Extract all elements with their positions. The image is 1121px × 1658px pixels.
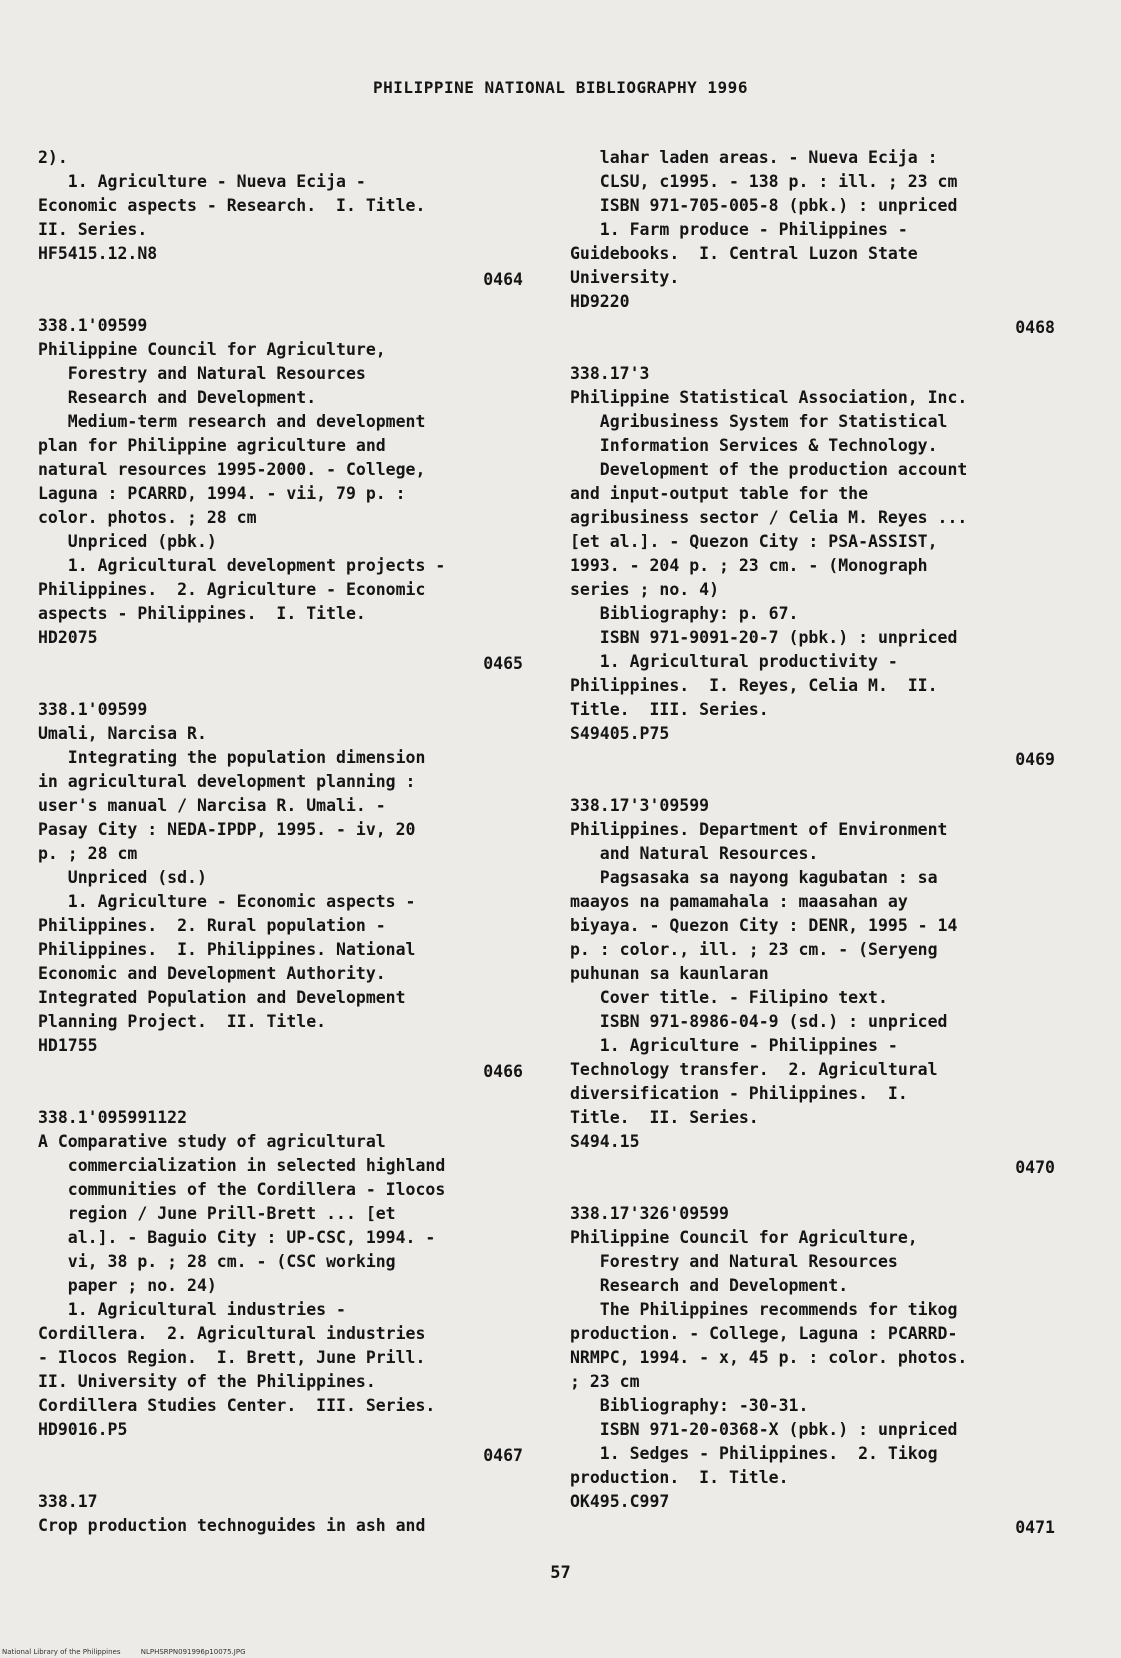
bib-entry [570,772,1055,1180]
entry-line: communities of the Cordillera - Ilocos [38,1180,446,1199]
entry-line: ISBN 971-705-005-8 (pbk.) : unpriced [570,196,958,215]
entry-line: 1993. - 204 p. ; 23 cm. - (Monograph [570,556,928,575]
entry-line: Title. II. Series. [570,1108,759,1127]
entry-line: CLSU, c1995. - 138 p. : ill. ; 23 cm [570,172,958,191]
entry-line: ISBN 971-9091-20-7 (pbk.) : unpriced [570,628,958,647]
entry-line: natural resources 1995-2000. - College, [38,460,426,479]
entry-line: Economic and Development Authority. [38,964,386,983]
entry-line: NRMPC, 1994. - x, 45 p. : color. photos. [570,1348,968,1367]
entry-line: 1. Agriculture - Economic aspects - [38,892,416,911]
entry-line: Philippine Council for Agriculture, [38,340,386,359]
call-number: HD1755 [38,1036,98,1055]
entry-line: Medium-term research and development [38,412,426,431]
entry-line: Information Services & Technology. [570,436,938,455]
entry-line: ISBN 971-8986-04-9 (sd.) : unpriced [570,1012,948,1031]
entry-line: Bibliography: -30-31. [570,1396,809,1415]
entry-line: 1. Sedges - Philippines. 2. Tikog [570,1444,938,1463]
entry-line: production. I. Title. [570,1468,789,1487]
entry-line: 1. Agricultural development projects - [38,556,446,575]
entry-line: Development of the production account [570,460,968,479]
entry-line: 1. Agricultural productivity - [570,652,898,671]
entry-line: Cordillera. 2. Agricultural industries [38,1324,426,1343]
entry-line: aspects - Philippines. I. Title. [38,604,366,623]
entry-line: [et al.]. - Quezon City : PSA-ASSIST, [570,532,938,551]
footer-file: NLPHSRPN091996p10075.JPG [140,1648,246,1656]
bib-entry [38,676,523,1084]
entry-line: - Ilocos Region. I. Brett, June Prill. [38,1348,426,1367]
entry-line: user's manual / Narcisa R. Umali. - [38,796,386,815]
entry-number: 0464 [483,270,523,289]
entry-line: Forestry and Natural Resources [570,1252,898,1271]
entry-line: Pagsasaka sa nayong kagubatan : sa [570,868,938,887]
bib-entry [38,1084,523,1468]
entry-line: and Natural Resources. [570,844,819,863]
entry-line: p. ; 28 cm [38,844,138,863]
entry-line: II. University of the Philippines. [38,1372,376,1391]
entry-line: p. : color., ill. ; 23 cm. - (Seryeng [570,940,938,959]
entry-line: and input-output table for the [570,484,869,503]
entry-line: 2). [38,148,68,167]
class-number: 338.1'095991122 [38,1108,188,1127]
entry-line: 1. Agriculture - Philippines - [570,1036,898,1055]
entry-line: Unpriced (sd.) [38,868,207,887]
entry-line: Economic aspects - Research. I. Title. [38,196,426,215]
entry-gap [38,1468,523,1490]
entry-line: Pasay City : NEDA-IPDP, 1995. - iv, 20 [38,820,416,839]
entry-number: 0465 [483,654,523,673]
entry-line: al.]. - Baguio City : UP-CSC, 1994. - [38,1228,436,1247]
entry-line: Agribusiness System for Statistical [570,412,948,431]
entry-line: Title. III. Series. [570,700,769,719]
entry-line: Planning Project. II. Title. [38,1012,327,1031]
bib-entry [38,292,523,676]
entry-line: production. - College, Laguna : PCARRD- [570,1324,958,1343]
page-header: PHILIPPINE NATIONAL BIBLIOGRAPHY 1996 [373,78,748,97]
entry-line: vi, 38 p. ; 28 cm. - (CSC working [38,1252,396,1271]
entry-gap [570,340,1055,362]
call-number: OK495.C997 [570,1492,670,1511]
entry-line: Research and Development. [570,1276,849,1295]
entry-line: color. photos. ; 28 cm [38,508,257,527]
class-number: 338.17'3'09599 [570,796,710,815]
entry-line: ; 23 cm [570,1372,640,1391]
entry-line: Integrated Population and Development [38,988,406,1007]
class-number: 338.1'09599 [38,700,148,719]
entry-line: agribusiness sector / Celia M. Reyes ... [570,508,968,527]
bib-entry [570,1180,1055,1540]
class-number: 338.17'326'09599 [570,1204,729,1223]
entry-line: Cover title. - Filipino text. [570,988,888,1007]
entry-line: ISBN 971-20-0368-X (pbk.) : unpriced [570,1420,958,1439]
call-number: S494.15 [570,1132,640,1151]
entry-line: Integrating the population dimension [38,748,426,767]
entry-gap [38,292,523,314]
entry-number: 0471 [1015,1518,1055,1537]
entry-line: plan for Philippine agriculture and [38,436,386,455]
entry-line: Philippines. I. Reyes, Celia M. II. [570,676,938,695]
entry-line: Philippines. 2. Rural population - [38,916,386,935]
entry-line: Research and Development. [38,388,317,407]
entry-line: puhunan sa kaunlaran [570,964,769,983]
entry-line: II. Series. [38,220,148,239]
entry-line: Forestry and Natural Resources [38,364,366,383]
entry-line: biyaya. - Quezon City : DENR, 1995 - 14 [570,916,958,935]
entry-line: diversification - Philippines. I. [570,1084,908,1103]
entry-line: The Philippines recommends for tikog [570,1300,958,1319]
entry-line: Philippines. I. Philippines. National [38,940,416,959]
entry-line: 1. Agricultural industries - [38,1300,346,1319]
entry-line: series ; no. 4) [570,580,720,599]
call-number: HD2075 [38,628,98,647]
entry-line: Philippines. 2. Agriculture - Economic [38,580,426,599]
bib-entry [38,146,523,292]
entry-line: Crop production technoguides in ash and [38,1516,426,1535]
call-number: HD9220 [570,292,630,311]
entry-line: in agricultural development planning : [38,772,416,791]
entry-gap [38,1084,523,1106]
entry-number: 0466 [483,1062,523,1081]
footer-library: National Library of the Philippines [2,1648,121,1656]
entry-gap [570,772,1055,794]
entry-line: Unpriced (pbk.) [38,532,217,551]
bib-entry [570,146,1055,340]
right-column [570,146,1055,1540]
call-number: HF5415.12.N8 [38,244,158,263]
scan-footer [2,1648,264,1656]
entry-line: A Comparative study of agricultural [38,1132,386,1151]
page-number: 57 [550,1563,571,1583]
bib-entry [570,340,1055,772]
entry-line: Philippines. Department of Environment [570,820,948,839]
entry-line: Philippine Council for Agriculture, [570,1228,918,1247]
entry-number: 0467 [483,1446,523,1465]
entry-gap [570,1180,1055,1202]
entry-line: commercialization in selected highland [38,1156,446,1175]
entry-number: 0468 [1015,318,1055,337]
entry-line: Umali, Narcisa R. [38,724,207,743]
entry-line: paper ; no. 24) [38,1276,217,1295]
entry-line: 1. Farm produce - Philippines - [570,220,908,239]
entry-line: Laguna : PCARRD, 1994. - vii, 79 p. : [38,484,406,503]
class-number: 338.17'3 [570,364,650,383]
bib-entry [38,1468,523,1538]
entry-number: 0469 [1015,750,1055,769]
entry-number: 0470 [1015,1158,1055,1177]
entry-line: Bibliography: p. 67. [570,604,799,623]
left-column [38,146,523,1538]
entry-gap [38,676,523,698]
entry-line: region / June Prill-Brett ... [et [38,1204,396,1223]
entry-line: Cordillera Studies Center. III. Series. [38,1396,436,1415]
entry-line: University. [570,268,680,287]
class-number: 338.1'09599 [38,316,148,335]
entry-line: 1. Agriculture - Nueva Ecija - [38,172,366,191]
call-number: HD9016.P5 [38,1420,128,1439]
entry-line: maayos na pamamahala : maasahan ay [570,892,908,911]
entry-line: Guidebooks. I. Central Luzon State [570,244,918,263]
entry-line: Technology transfer. 2. Agricultural [570,1060,938,1079]
entry-line: Philippine Statistical Association, Inc. [570,388,968,407]
entry-line: lahar laden areas. - Nueva Ecija : [570,148,938,167]
class-number: 338.17 [38,1492,98,1511]
call-number: S49405.P75 [570,724,670,743]
